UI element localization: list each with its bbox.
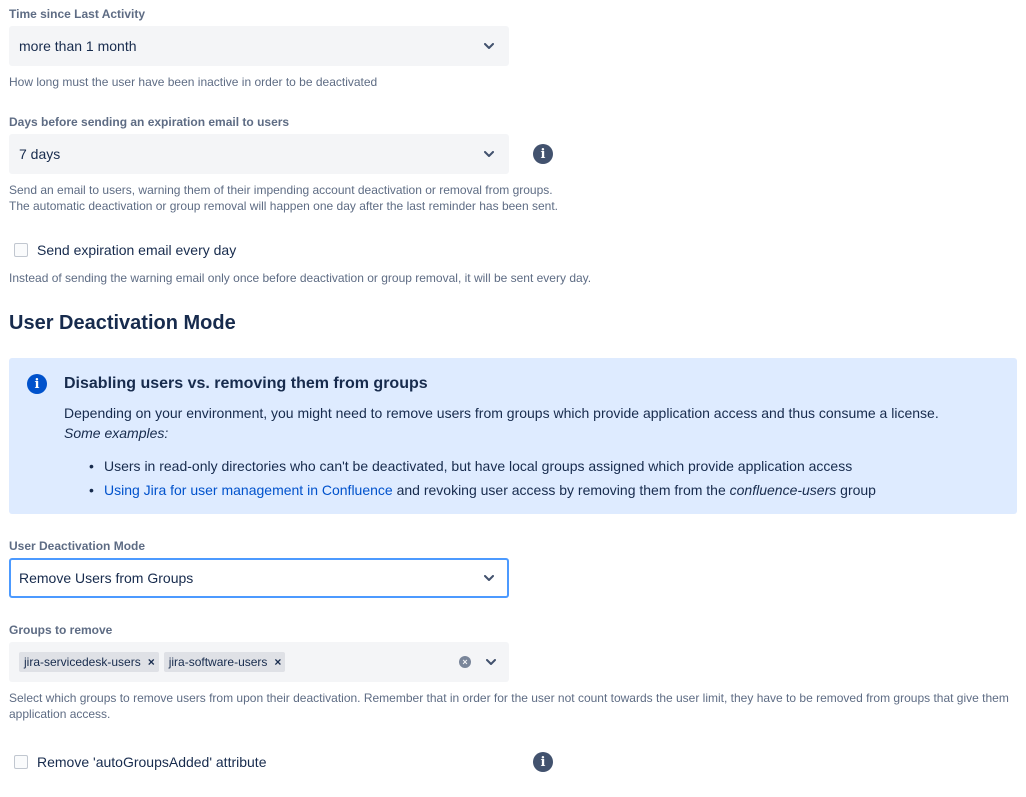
group-tag-label: jira-software-users <box>168 655 268 669</box>
expiration-select[interactable] <box>9 134 509 174</box>
group-tag <box>164 652 286 672</box>
mode-select[interactable] <box>9 558 509 598</box>
groups-help: Select which groups to remove users from upon their deactivation. Remember that in order for the user not count towards the user limit, they have to be removed from groups that give them application access. <box>9 691 1009 721</box>
groups-multiselect[interactable] <box>9 642 509 682</box>
inactivity-select-value: more than 1 month <box>19 38 137 54</box>
daily-email-checkbox[interactable] <box>14 243 28 257</box>
expiration-label: Days before sending an expiration email to users <box>9 115 290 129</box>
mode-select-value: Remove Users from Groups <box>19 570 194 586</box>
expiration-help-line2: The automatic deactivation or group removal will happen one day after the last reminder has been sent. <box>9 199 558 213</box>
group-tag <box>19 652 159 672</box>
chevron-down-icon <box>481 146 497 162</box>
info-panel-description: Depending on your environment, you might need to remove users from groups which provide application access and thus consume a license. <box>64 405 939 421</box>
inactivity-label: Time since Last Activity <box>9 7 146 21</box>
auto-groups-info-icon[interactable]: i <box>533 752 553 772</box>
clear-icon[interactable]: × <box>459 656 471 668</box>
info-panel-examples-label: Some examples: <box>64 425 169 441</box>
info-panel-title: Disabling users vs. removing them from groups <box>64 375 428 392</box>
expiration-help-line1: Send an email to users, warning them of their impending account deactivation or removal from groups. <box>9 183 553 197</box>
remove-tag-icon[interactable]: × <box>274 655 282 669</box>
inactivity-help: How long must the user have been inactive in order to be deactivated <box>9 75 378 89</box>
groups-label: Groups to remove <box>9 623 113 637</box>
mode-select-label: User Deactivation Mode <box>9 539 146 553</box>
inactivity-select[interactable] <box>9 26 509 66</box>
chevron-down-icon <box>481 570 497 586</box>
confluence-user-management-link[interactable]: Using Jira for user management in Confluence <box>104 482 393 498</box>
chevron-down-icon <box>481 38 497 54</box>
list-item: • Users in read-only directories who can't be deactivated, but have local groups assigned which provide application access <box>89 454 876 478</box>
chevron-down-icon[interactable] <box>483 654 499 670</box>
section-heading: User Deactivation Mode <box>9 312 236 334</box>
info-panel-text <box>64 403 1004 443</box>
daily-email-label[interactable]: Send expiration email every day <box>37 242 237 258</box>
list-item: • Using Jira for user management in Confluence and revoking user access by removing them from the confluence-users group <box>89 478 876 502</box>
expiration-select-value: 7 days <box>19 146 61 162</box>
group-tag-label: jira-servicedesk-users <box>24 655 141 669</box>
auto-groups-label[interactable]: Remove 'autoGroupsAdded' attribute <box>37 754 267 770</box>
info-panel-list <box>89 454 876 502</box>
info-panel <box>9 358 1017 514</box>
daily-email-help: Instead of sending the warning email only once before deactivation or group removal, it will be sent every day. <box>9 271 592 285</box>
remove-tag-icon[interactable]: × <box>147 655 155 669</box>
expiration-info-icon[interactable]: i <box>533 144 553 164</box>
auto-groups-checkbox[interactable] <box>14 755 28 769</box>
info-icon: i <box>27 374 47 394</box>
